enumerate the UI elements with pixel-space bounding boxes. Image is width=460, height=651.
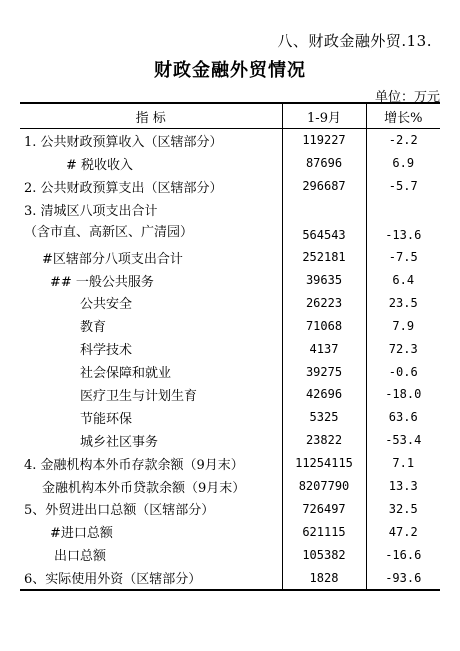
row-name: 教育 (80, 320, 107, 336)
row-name-line2: （含市直、高新区、广清园） (24, 224, 194, 240)
row-growth: 72.3 (366, 337, 440, 360)
row-growth: -53.4 (366, 429, 440, 452)
row-growth: -16.6 (366, 543, 440, 566)
row-growth: 7.1 (366, 452, 440, 475)
table-header-row (20, 103, 440, 129)
row-value: 23822 (282, 429, 366, 452)
row-name: 城乡社区事务 (80, 434, 159, 450)
table-row (20, 383, 440, 406)
row-name: 4. 金融机构本外币存款余额（9月末） (24, 457, 244, 473)
row-name: 5、外贸进出口总额（区辖部分） (24, 503, 215, 519)
row-value: 105382 (282, 543, 366, 566)
header-growth: 增长% (366, 103, 440, 129)
row-value: 726497 (282, 497, 366, 520)
table-row (20, 475, 440, 498)
row-name: 2. 公共财政预算支出（区辖部分） (24, 180, 223, 196)
row-value: 119227 (282, 129, 366, 152)
row-growth: 13.3 (366, 475, 440, 498)
row-growth: -7.5 (366, 246, 440, 269)
row-name: 医疗卫生与计划生育 (80, 388, 198, 404)
section-label: 八、财政金融外贸.13. (277, 32, 432, 50)
header-period: 1-9月 (282, 103, 366, 129)
table-row (20, 360, 440, 383)
row-name: 社会保障和就业 (80, 366, 172, 382)
row-growth: -2.2 (366, 129, 440, 152)
row-value: 5325 (282, 406, 366, 429)
row-name: ## 一般公共服务 (50, 274, 154, 290)
row-value: 296687 (282, 175, 366, 198)
row-growth: -93.6 (366, 566, 440, 590)
row-value: 621115 (282, 520, 366, 543)
row-name: 科学技术 (80, 343, 133, 359)
row-name: # 税收收入 (66, 157, 134, 173)
row-name: 金融机构本外币贷款余额（9月末） (42, 480, 246, 496)
table-row (20, 175, 440, 198)
table-row (20, 269, 440, 292)
row-name: 节能环保 (80, 411, 133, 427)
row-name: 1. 公共财政预算收入（区辖部分） (24, 134, 223, 150)
table-row (20, 291, 440, 314)
table-row (20, 452, 440, 475)
row-value: 42696 (282, 383, 366, 406)
row-name: #区辖部分八项支出合计 (42, 251, 183, 267)
row-value: 39275 (282, 360, 366, 383)
row-value: 87696 (282, 152, 366, 175)
table-row (20, 314, 440, 337)
row-name: #进口总额 (50, 526, 113, 542)
row-value: 4137 (282, 337, 366, 360)
row-name: 出口总额 (54, 549, 107, 565)
row-growth: 6.4 (366, 269, 440, 292)
row-growth: 7.9 (366, 314, 440, 337)
table-row (20, 543, 440, 566)
row-name: 6、实际使用外资（区辖部分） (20, 566, 282, 590)
table-row (20, 246, 440, 269)
row-growth: 23.5 (366, 291, 440, 314)
row-growth: -5.7 (366, 175, 440, 198)
row-growth: -13.6 (366, 198, 440, 246)
table-row (20, 406, 440, 429)
table-row (20, 198, 440, 246)
finance-table (20, 102, 440, 591)
row-value: 1828 (282, 566, 366, 590)
row-value: 26223 (282, 291, 366, 314)
table-row (20, 152, 440, 175)
row-growth: 6.9 (366, 152, 440, 175)
table-row (20, 337, 440, 360)
unit-label: 单位：万元 (374, 90, 440, 105)
row-name-line1: 3. 清城区八项支出合计 (24, 203, 158, 219)
row-growth: 63.6 (366, 406, 440, 429)
row-value: 252181 (282, 246, 366, 269)
table-row (20, 520, 440, 543)
table-row (20, 566, 440, 590)
row-name-multiline (20, 198, 282, 246)
table-row (20, 129, 440, 152)
header-indicator: 指 标 (20, 103, 282, 129)
row-growth: 47.2 (366, 520, 440, 543)
table-row (20, 429, 440, 452)
row-name: 公共安全 (80, 297, 133, 313)
row-value: 39635 (282, 269, 366, 292)
row-value: 564543 (282, 198, 366, 246)
row-value: 71068 (282, 314, 366, 337)
row-growth: -18.0 (366, 383, 440, 406)
table-row (20, 497, 440, 520)
row-growth: -0.6 (366, 360, 440, 383)
page-title: 财政金融外贸情况 (154, 60, 306, 81)
row-value: 11254115 (282, 452, 366, 475)
row-growth: 32.5 (366, 497, 440, 520)
row-value: 8207790 (282, 475, 366, 498)
